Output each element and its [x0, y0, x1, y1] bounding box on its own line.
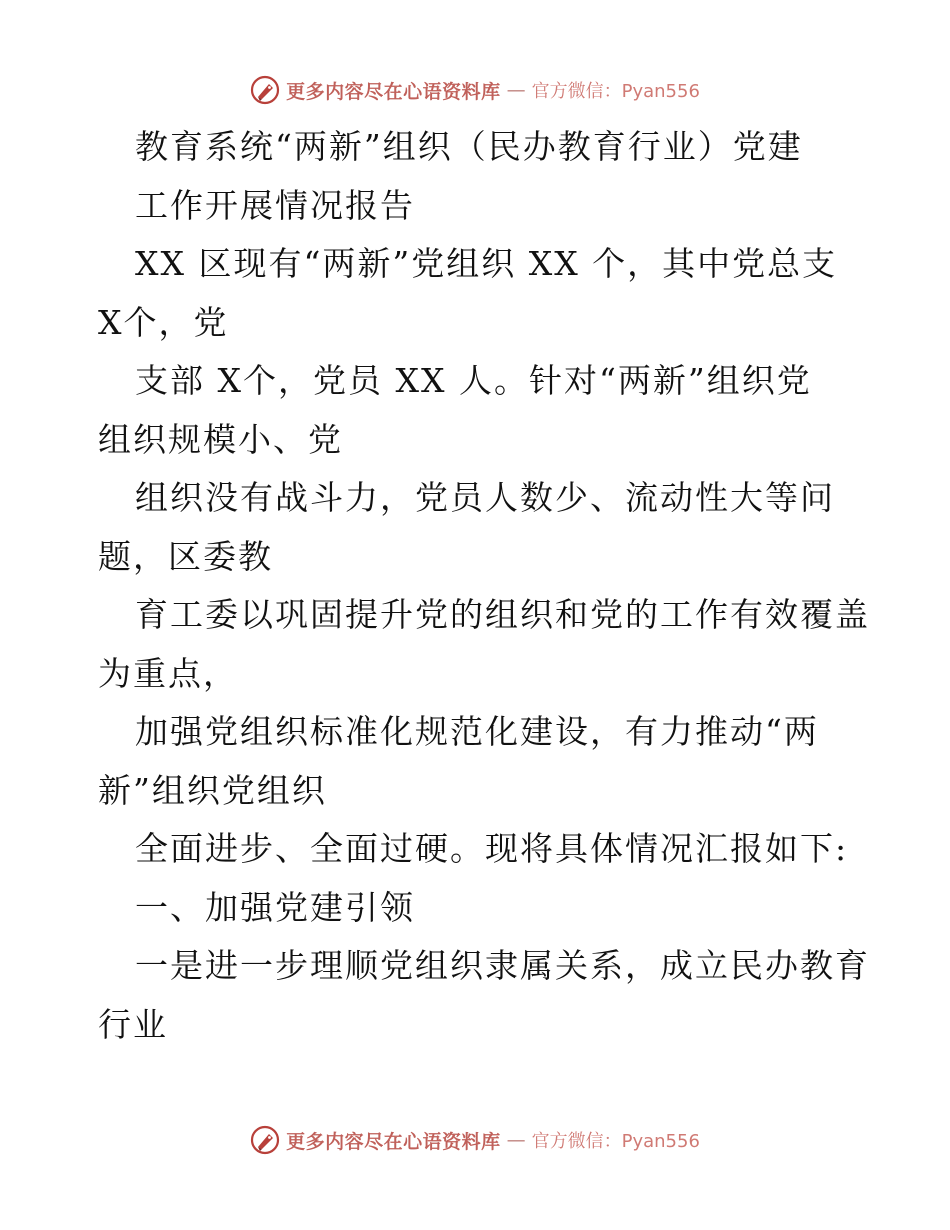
document-line: 一是进一步理顺党组织隶属关系，成立民办教育	[135, 946, 870, 985]
document-line: XX 区现有“两新”党组织 XX 个，其中党总支	[135, 244, 838, 283]
pen-nib-logo-icon	[250, 1125, 280, 1155]
document-line: 教育系统“两新”组织（民办教育行业）党建	[135, 127, 803, 166]
document-line: 全面进步、全面过硬。现将具体情况汇报如下:	[135, 829, 849, 868]
document-line: 组织没有战斗力，党员人数少、流动性大等问	[135, 478, 835, 517]
header-watermark	[0, 70, 950, 110]
document-line: 为重点，	[98, 653, 238, 693]
document-line: 一、加强党建引领	[135, 887, 415, 927]
document-line: 行业	[98, 1004, 168, 1044]
watermark-dash: —	[506, 79, 526, 101]
watermark-dash: —	[506, 1129, 526, 1151]
document-line: 新”组织党组织	[98, 770, 327, 810]
document-line: 组织规模小、党	[98, 419, 343, 459]
document-line: 育工委以巩固提升党的组织和党的工作有效覆盖	[135, 595, 870, 634]
watermark-text: 更多内容尽在心语资料库	[286, 1130, 501, 1153]
document-line: 工作开展情况报告	[135, 185, 415, 225]
watermark-wechat: 官方微信：Pyan556	[531, 81, 700, 102]
document-body	[98, 118, 870, 1054]
footer-watermark	[0, 1120, 950, 1160]
document-line: 题，区委教	[98, 536, 273, 576]
document-line: 加强党组织标准化规范化建设，有力推动“两	[135, 712, 819, 751]
document-line: X个，党	[98, 302, 229, 342]
watermark-wechat: 官方微信：Pyan556	[531, 1131, 700, 1152]
document-line: 支部 X个，党员 XX 人。针对“两新”组织党	[135, 361, 812, 400]
watermark-text: 更多内容尽在心语资料库	[286, 80, 501, 103]
pen-nib-logo-icon	[250, 75, 280, 105]
